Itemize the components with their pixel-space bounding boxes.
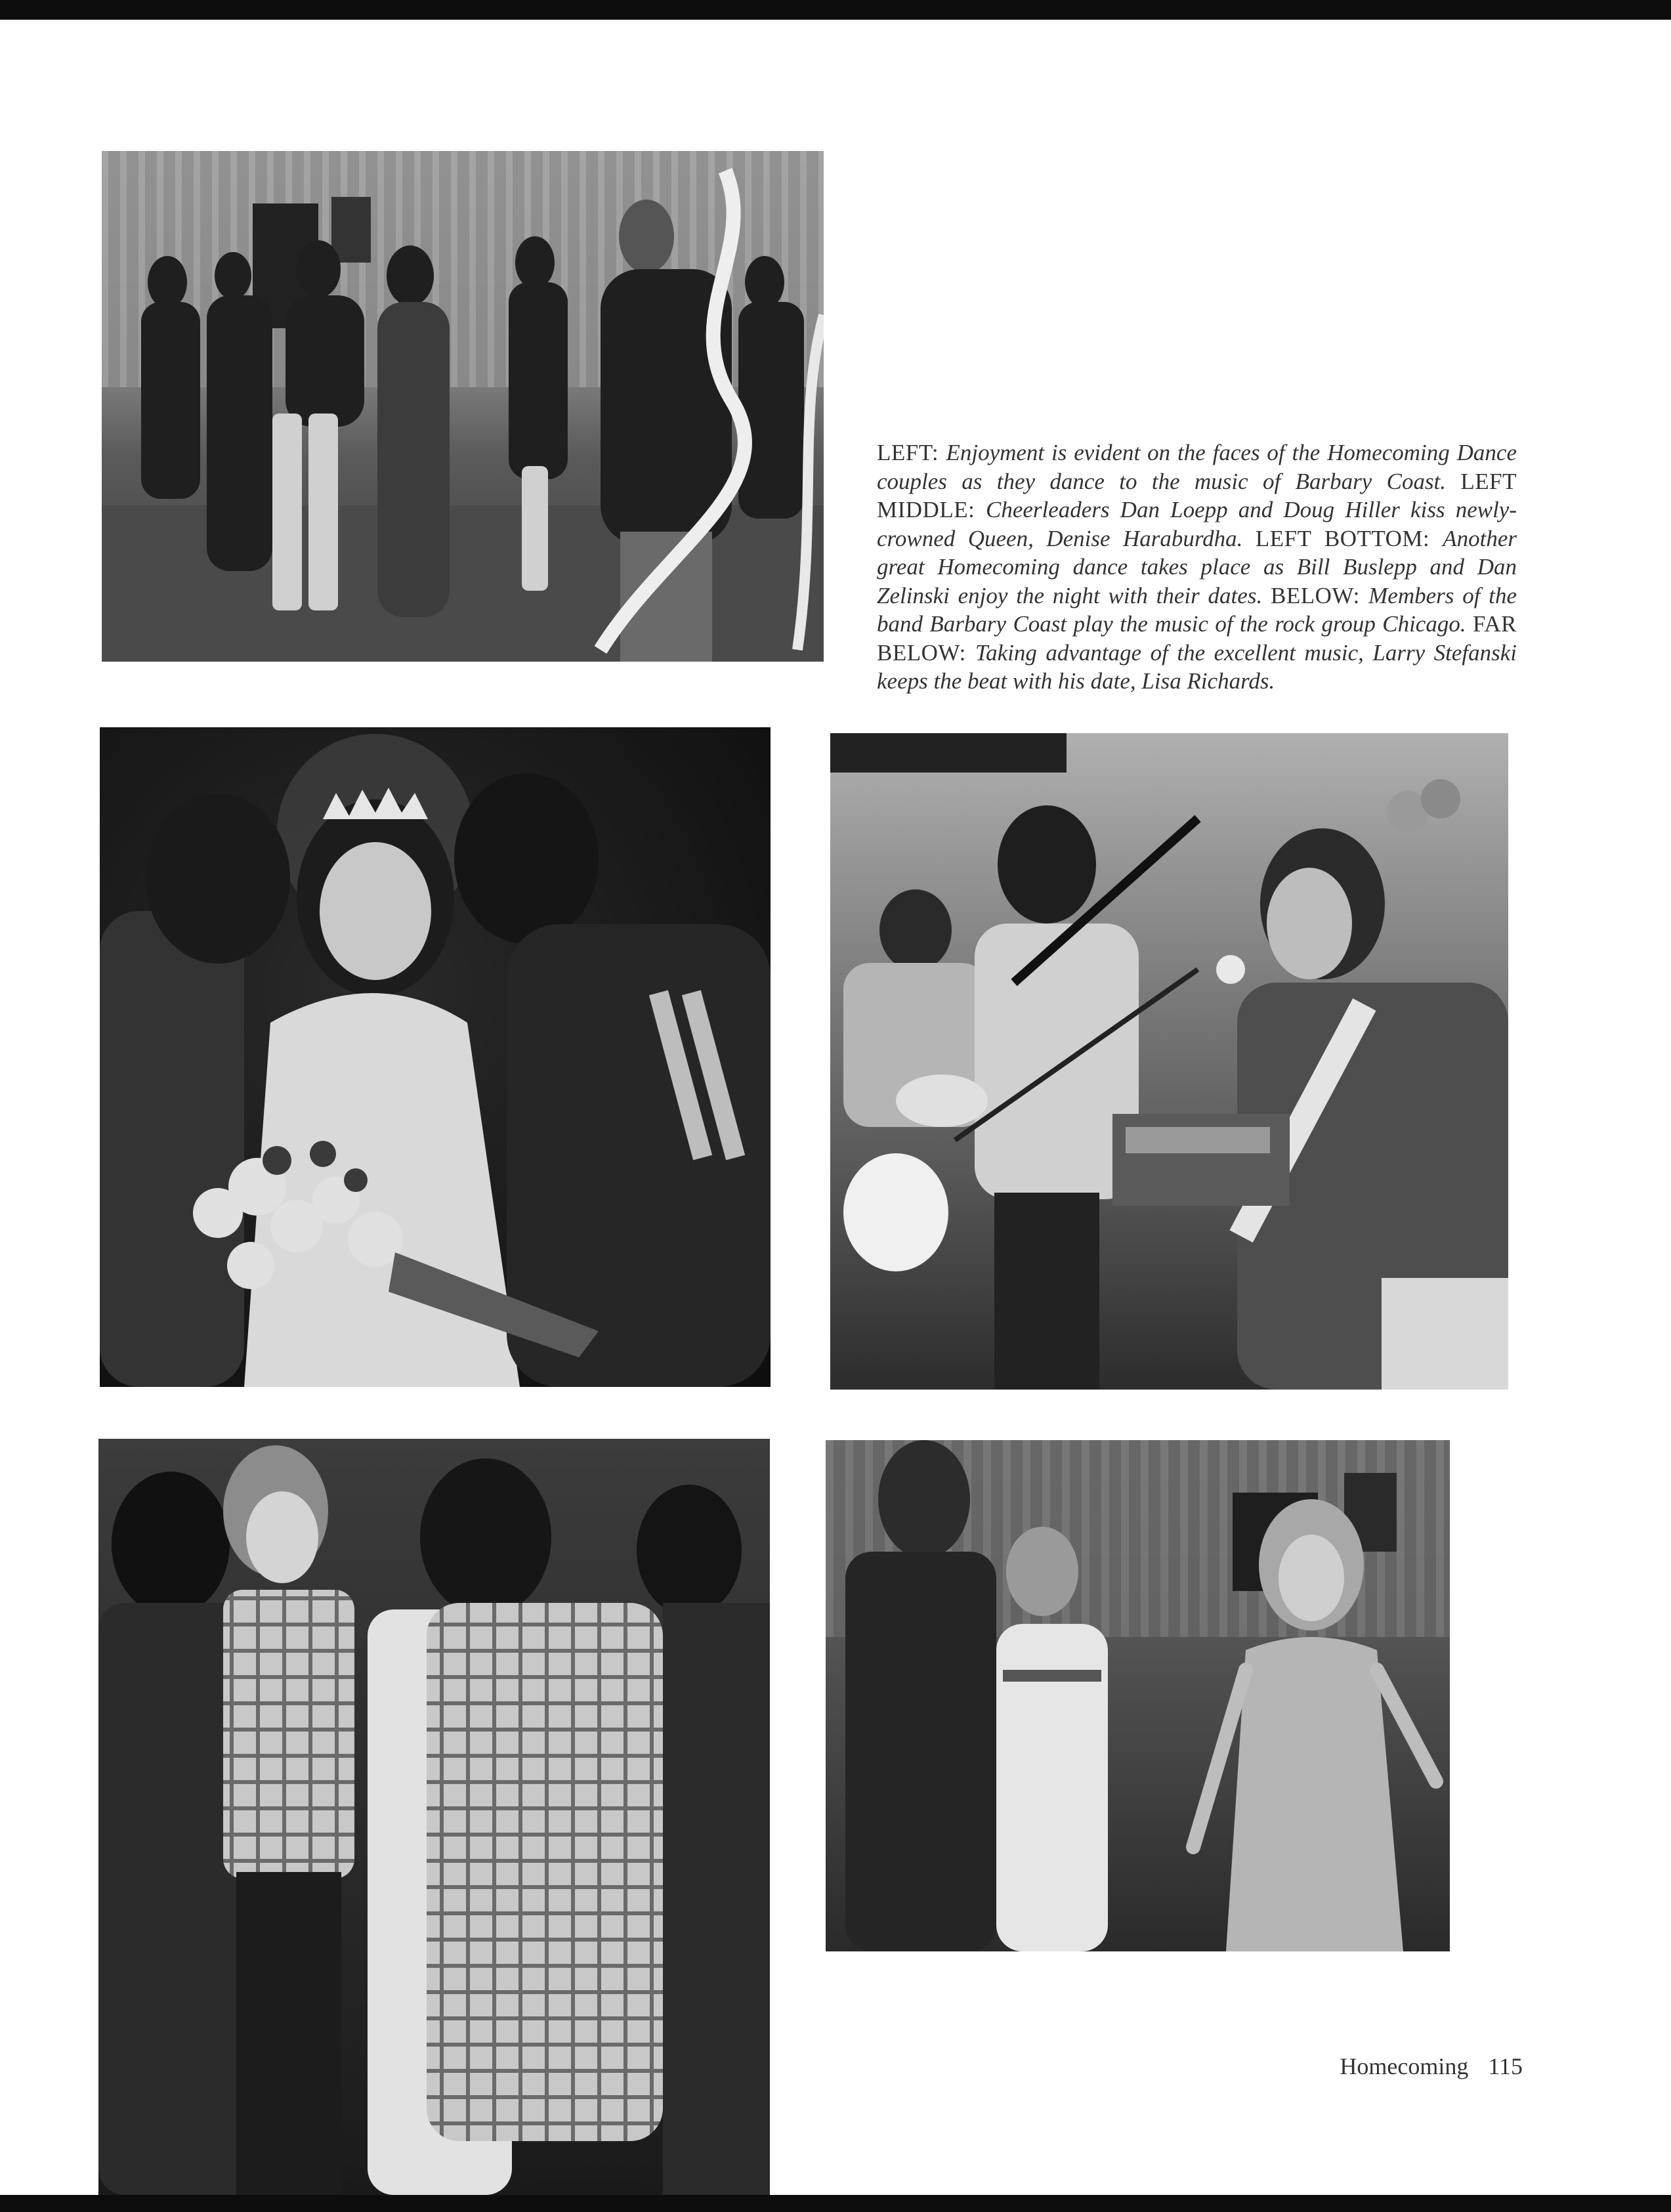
photo-queen-kiss [100,727,771,1387]
photo-band [830,733,1508,1390]
photo-dance-floor [102,151,824,662]
caption-text-left-middle: Cheerleaders Dan Loepp and Doug Hiller kiss newly-crowned Queen, Denise Haraburdha. [877,497,1517,551]
photo-dancing-couple [826,1440,1450,1951]
caption-text-far-below: Taking advantage of the excellent music, Larry Stefanski keeps the beat with his date, Lisa Richards. [877,639,1517,694]
page-footer [1247,2052,1523,2080]
scan-top-border [0,0,1671,20]
caption-label-far-below: FAR BELOW: [877,611,1517,666]
caption-text-below: Members of the band Barbary Coast play the music of the rock group Chicago. [877,582,1517,637]
caption-text-left-bottom: Another great Homecoming dance takes place as Bill Buslepp and Dan Zelinski enjoy the night with their dates. [877,525,1517,608]
caption-label-below: BELOW: [1271,582,1369,608]
photo-slow-dance [98,1439,770,2195]
scan-bottom-border [0,2195,1671,2212]
caption-text-left: Enjoyment is evident on the faces of the Homecoming Dance couples as they dance to the music of Barbary Coast. [877,440,1517,494]
caption-label-left-middle: LEFT MIDDLE: [877,468,1517,522]
footer-section-title: Homecoming [1340,2053,1469,2079]
caption-label-left-bottom: LEFT BOTTOM: [1255,525,1443,551]
photo-caption [877,438,1517,696]
caption-label-left: LEFT: [877,440,946,465]
page-number: 115 [1488,2053,1523,2079]
